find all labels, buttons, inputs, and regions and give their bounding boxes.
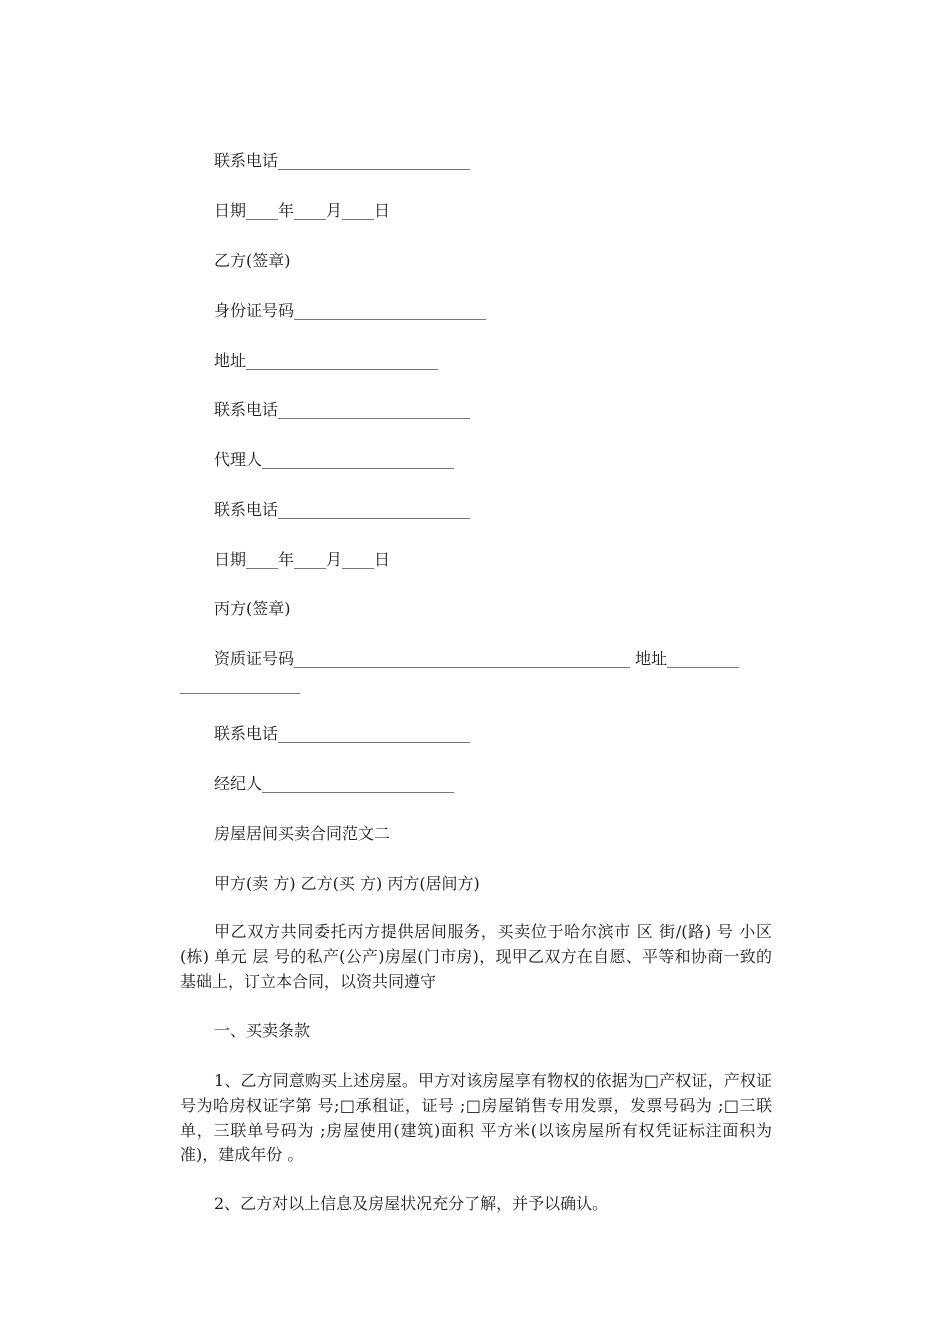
party-b-agent-phone-field: 联系电话________________________: [214, 500, 471, 519]
intro-paragraph: 甲乙双方共同委托丙方提供居间服务，买卖位于哈尔滨市 区 街/(路) 号 小区 (栋) 单元 层 号的私产(公产)房屋(门市房)，现甲乙双方在自愿、平等和协商一致的基础上，订立本合同，以资共同遵守: [180, 922, 772, 991]
clause-one-paragraph: 1、乙方同意购买上述房屋。甲方对该房屋享有物权的依据为□产权证，产权证号为哈房权证字第 号;□承租证，证号 ;□房屋销售专用发票，发票号码为 ;□三联单，三联单号码为 ;房屋使用(建筑)面积 平方米(以该房屋所有权凭证标注面积为准)，建成年份 。: [180, 1071, 772, 1165]
clause-two-paragraph: 2、乙方对以上信息及房屋状况充分了解，并予以确认。: [214, 1194, 609, 1213]
party-c-contact-phone-field: 联系电话________________________: [214, 724, 471, 743]
parties-line: 甲方(卖 方) 乙方(买 方) 丙方(居间方): [214, 874, 480, 893]
party-c-broker-field: 经纪人________________________: [214, 774, 455, 793]
contract-title-two: 房屋居间买卖合同范文二: [214, 824, 391, 843]
section-one-heading: 一、买卖条款: [214, 1021, 311, 1040]
party-b-id-number-field: 身份证号码________________________: [214, 301, 487, 320]
party-b-date-field: 日期____年____月____日: [214, 550, 391, 569]
party-c-signature-label: 丙方(签章): [214, 599, 291, 618]
seller-contact-phone-field: 联系电话________________________: [214, 151, 471, 170]
party-b-signature-label: 乙方(签章): [214, 251, 291, 270]
party-b-agent-field: 代理人________________________: [214, 450, 455, 469]
party-b-address-field: 地址________________________: [214, 351, 439, 370]
party-c-qualification-address-field: 资质证号码__________________________________________ 地址_________: [214, 649, 740, 668]
party-c-address-continuation: _______________: [180, 675, 300, 694]
seller-date-field: 日期____年____月____日: [214, 201, 391, 220]
party-b-contact-phone-field: 联系电话________________________: [214, 400, 471, 419]
